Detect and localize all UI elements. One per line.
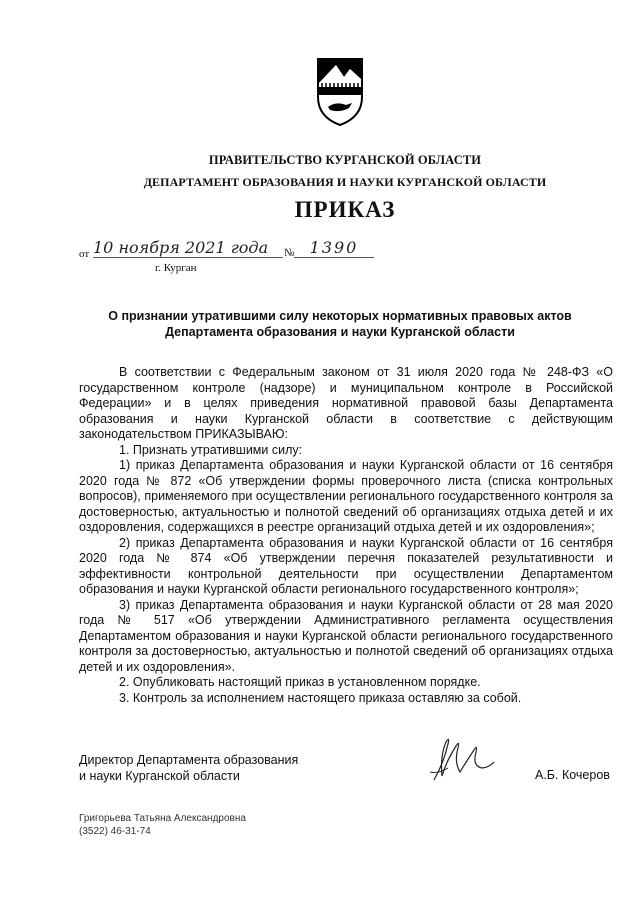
contact-person: Григорьева Татьяна Александровна — [79, 813, 246, 824]
handwritten-date: 10 ноября 2021 года — [93, 238, 283, 258]
item-1-subitem-2: 2) приказ Департамента образования и науки Курганской области от 16 сентября 2020 года № 874 «Об утверждении перечня показателей результативности и эффективности контрольной деятельности при осуществлении Департаментом образования и науки Курганской области регионального государственного контроля»; — [79, 535, 613, 596]
department-name: ДЕПАРТАМЕНТ ОБРАЗОВАНИЯ И НАУКИ КУРГАНСКОЙ ОБЛАСТИ — [143, 175, 547, 189]
coat-of-arms-emblem — [316, 57, 364, 127]
item-3: 3. Контроль за исполнением настоящего приказа оставляю за собой. — [119, 690, 522, 705]
subject-line-1: О признании утратившими силу некоторых нормативных правовых актов — [108, 309, 572, 323]
order-body — [79, 365, 613, 706]
city-label: г. Курган — [155, 262, 197, 274]
handwritten-signature — [426, 732, 498, 784]
order-subject — [60, 308, 620, 340]
item-2: 2. Опубликовать настоящий приказ в установленном порядке. — [119, 675, 481, 689]
signatory-position — [79, 752, 298, 784]
preamble-paragraph: В соответствии с Федеральным законом от 31 июля 2020 года № 248-ФЗ «О государственном контроле (надзоре) и муниципальном контроле в Российской Федерации» и в целях приведения нормативной правовой базы Департамента образования и науки Курганской области в соответствие с действующим законодательством ПРИКАЗЫВАЮ: — [79, 365, 613, 441]
signatory-name: А.Б. Кочеров — [535, 768, 610, 782]
item-1-subitem-1: 1) приказ Департамента образования и науки Курганской области от 16 сентября 2020 года № 872 «Об утверждении формы проверочного листа (списка контрольных вопросов), применяемого при осуществлении регионального государственного контроля за достоверностью, актуальностью и полнотой сведений об организациях отдыха детей и их оздоровления, содержащихся в реестре организаций отдыха детей и их оздоровления»; — [79, 458, 613, 534]
contact-phone: (3522) 46-31-74 — [79, 826, 151, 837]
position-line-1: Директор Департамента образования — [79, 753, 299, 767]
position-line-2: и науки Курганской области — [79, 769, 240, 783]
item-1: 1. Признать утратившими силу: — [119, 442, 303, 457]
date-number-line — [79, 238, 379, 262]
government-name: ПРАВИТЕЛЬСТВО КУРГАНСКОЙ ОБЛАСТИ — [208, 153, 482, 167]
date-prefix: от — [79, 248, 90, 260]
document-type-title: ПРИКАЗ — [294, 197, 396, 222]
number-prefix: № — [284, 247, 295, 259]
contact-info — [79, 812, 246, 838]
handwritten-number: 1390 — [294, 238, 374, 258]
subject-line-2: Департамента образования и науки Курганской области — [165, 325, 515, 339]
item-1-subitem-3: 3) приказ Департамента образования и науки Курганской области от 28 мая 2020 года № 517 «Об утверждении Административного регламента осуществления Департаментом образования и науки Курганской области регионального государственного контроля за достоверностью, актуальностью и полнотой сведений об организациях отдыха детей и их оздоровления». — [79, 597, 613, 674]
